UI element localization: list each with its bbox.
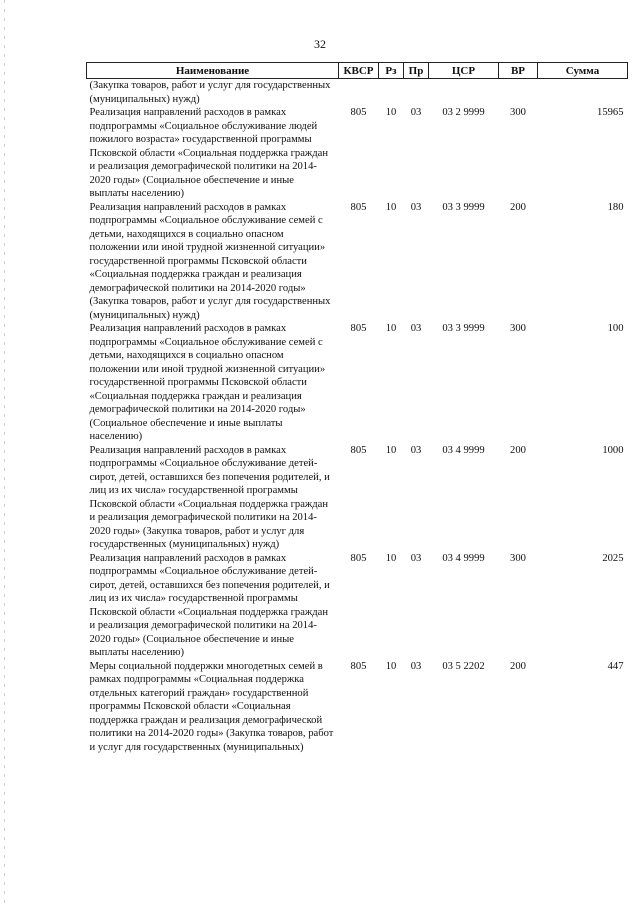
row-vr: 300 (510, 323, 526, 334)
row-vr (499, 79, 538, 107)
row-csr: 03 3 9999 (442, 201, 485, 213)
row-rz: 10 (385, 660, 397, 672)
row-csr: 03 4 9999 (442, 444, 485, 456)
row-sum: 447 (607, 660, 624, 672)
row-sum: 180 (607, 201, 624, 213)
scan-edge (4, 0, 5, 905)
row-kvsr (339, 79, 379, 107)
row-name: Реализация направлений расходов в рамках подпрограммы «Социальное обслуживание семей с детьми, находящихся в социально опасном положении или иной трудной жизненной ситуации» государственной программы Псковской области «Социальная поддержка граждан и реализация демографической политики на 2014-2020 годы» (Закупка товаров, работ и услуг для государственных (муниципальных) нужд) (89, 201, 331, 321)
row-rz: 10 (385, 201, 397, 213)
row-kvsr: 805 (350, 107, 367, 118)
row-csr: 03 3 9999 (442, 323, 485, 334)
row-name: Реализация направлений расходов в рамках подпрограммы «Социальное обслуживание людей пожилого возраста» государственной программы Псковской области «Социальная поддержка граждан и реализация демографической политики на 2014-2020 годы» (Социальное обеспечение и иные выплаты населению) (89, 107, 329, 199)
table-row (87, 552, 628, 660)
row-kvsr: 805 (350, 552, 367, 564)
row-csr: 03 2 9999 (442, 107, 485, 118)
page-number: 32 (314, 37, 326, 51)
row-csr: 03 5 2202 (442, 660, 485, 672)
header-vr: ВР (499, 63, 538, 79)
row-pr: 03 (410, 107, 422, 118)
row-sum (538, 79, 628, 107)
header-row (87, 63, 628, 79)
row-kvsr: 805 (350, 323, 367, 334)
row-pr: 03 (410, 201, 422, 213)
row-name: (Закупка товаров, работ и услуг для государственных (муниципальных) нужд) (89, 80, 331, 105)
header-rz: Рз (379, 63, 404, 79)
row-pr: 03 (410, 444, 422, 456)
row-rz: 10 (385, 323, 397, 334)
table-row (87, 106, 628, 201)
header-csr: ЦСР (429, 63, 499, 79)
row-sum: 100 (607, 323, 624, 334)
row-sum: 1000 (602, 444, 624, 456)
table-body (87, 79, 628, 755)
row-rz (379, 79, 404, 107)
table-header (87, 63, 628, 79)
row-sum: 15965 (597, 107, 624, 118)
row-pr: 03 (410, 552, 422, 564)
header-pr: Пр (404, 63, 429, 79)
row-vr: 300 (510, 107, 526, 118)
table-row (87, 201, 628, 323)
header-kvsr: КВСР (339, 63, 379, 79)
row-vr: 300 (510, 552, 526, 564)
row-rz: 10 (385, 444, 397, 456)
row-name: Реализация направлений расходов в рамках подпрограммы «Социальное обслуживание детей-сирот, детей, оставшихся без попечения родителей, и лиц из их числа» государственной программы Псковской области «Социальная поддержка граждан и реализация демографической политики на 2014-2020 годы» (Социальное обеспечение и иные выплаты населению) (89, 552, 330, 658)
row-name: Реализация направлений расходов в рамках подпрограммы «Социальное обслуживание детей-сирот, детей, оставшихся без попечения родителей, и лиц из их числа» государственной программы Псковской области «Социальная поддержка граждан и реализация демографической политики на 2014-2020 годы» (Закупка товаров, работ и услуг для государственных (муниципальных) нужд) (89, 444, 330, 550)
row-kvsr: 805 (350, 201, 367, 213)
row-vr: 200 (510, 660, 526, 672)
header-name: Наименование (87, 63, 339, 79)
row-name: Реализация направлений расходов в рамках подпрограммы «Социальное обслуживание семей с детьми, находящихся в социально опасном положении или иной трудной жизненной ситуации» государственной программы Псковской области «Социальная поддержка граждан и реализация демографической политики на 2014-2020 годы» (Социальное обеспечение и иные выплаты населению) (89, 323, 326, 442)
table-row (87, 660, 628, 755)
row-kvsr: 805 (350, 444, 367, 456)
row-rz: 10 (385, 107, 397, 118)
table-row (87, 79, 628, 107)
budget-table (86, 62, 628, 754)
row-pr: 03 (410, 323, 422, 334)
row-kvsr: 805 (350, 660, 367, 672)
table-row (87, 444, 628, 552)
row-sum: 2025 (602, 552, 624, 564)
row-name: Меры социальной поддержки многодетных семей в рамках подпрограммы «Социальная поддержка отдельных категорий граждан» государственной программы Псковской области «Социальная поддержка граждан и реализация демографической политики на 2014-2020 годы» (Закупка товаров, работ и услуг для государственных (муниципальных) (89, 660, 334, 753)
row-pr (404, 79, 429, 107)
row-vr: 200 (510, 444, 526, 456)
row-pr: 03 (410, 660, 422, 672)
row-vr: 200 (510, 201, 526, 213)
row-rz: 10 (385, 552, 397, 564)
table-row (87, 322, 628, 444)
row-csr: 03 4 9999 (442, 552, 485, 564)
header-sum: Сумма (538, 63, 628, 79)
row-csr (429, 79, 499, 107)
